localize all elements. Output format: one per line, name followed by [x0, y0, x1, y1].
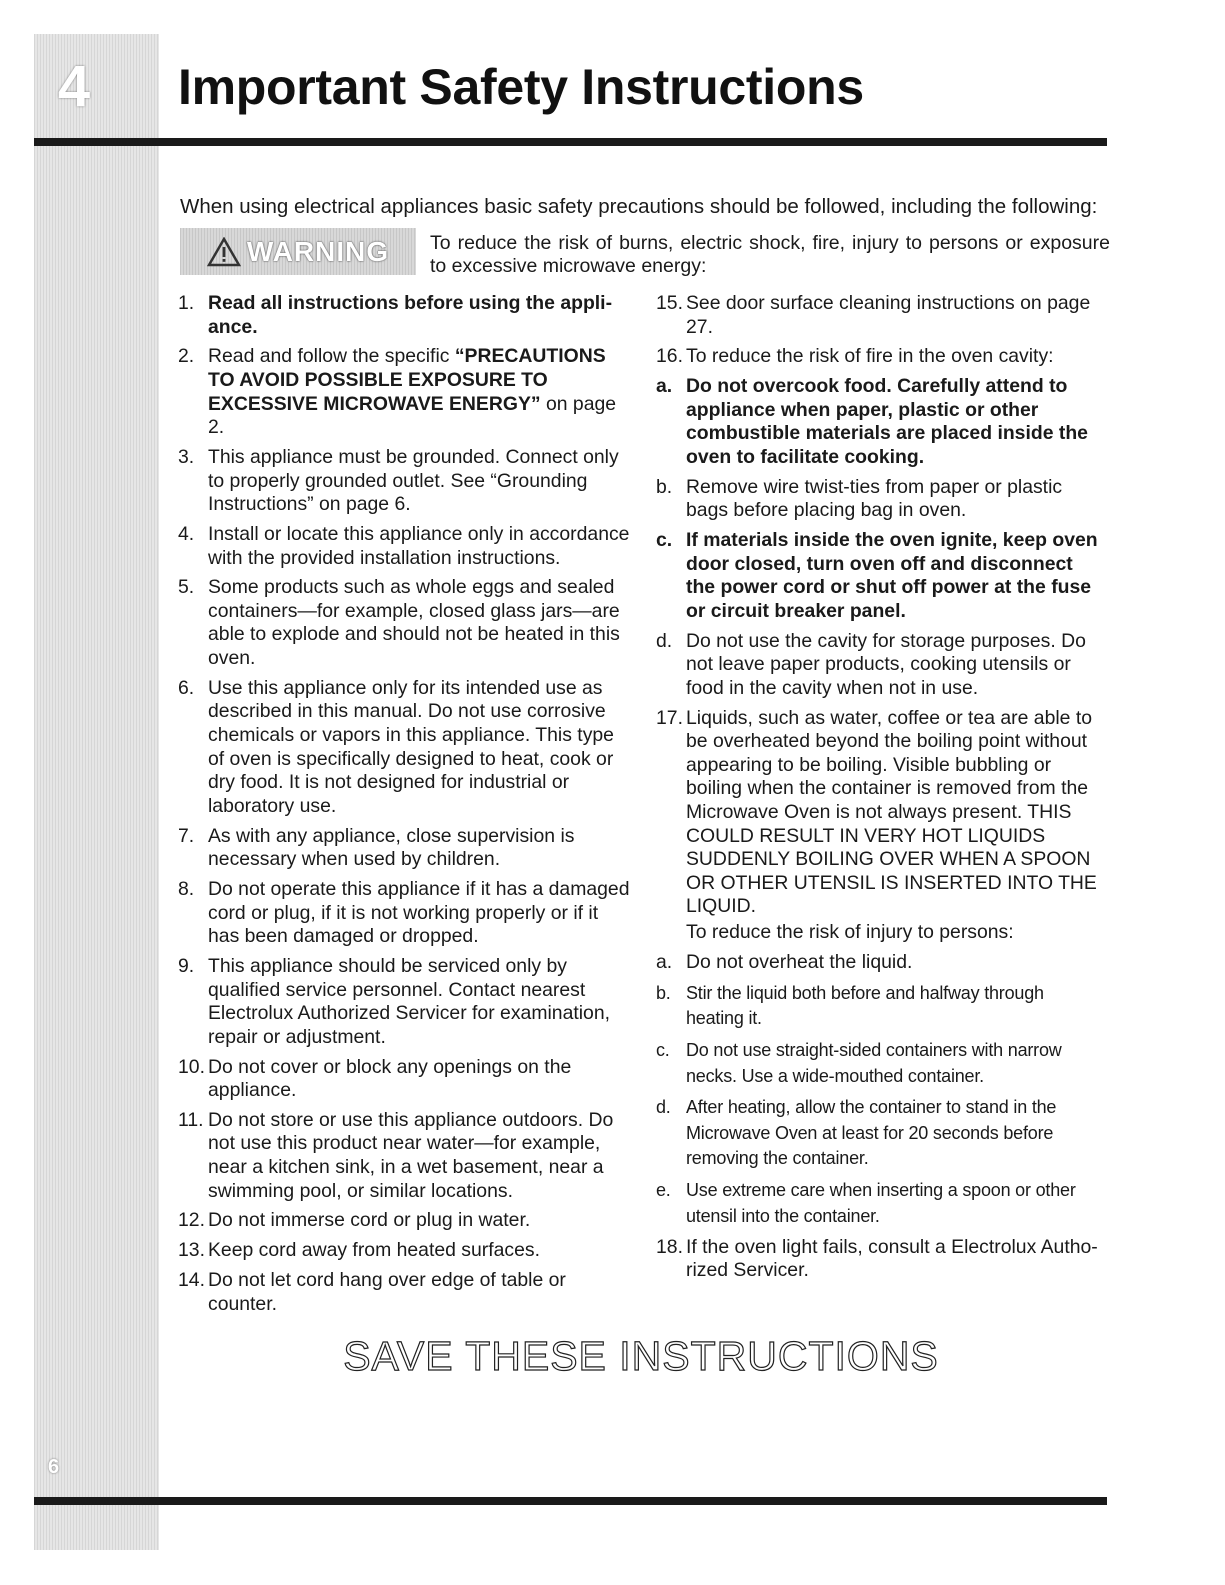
list-item — [176, 1239, 632, 1263]
page-title: Important Safety Instructions — [178, 59, 864, 115]
sub-item-letter: a. — [656, 375, 673, 398]
item-number: 1. — [178, 292, 195, 314]
item-text: Do not immerse cord or plug in water. — [208, 1209, 531, 1232]
chapter-number: 4 — [57, 54, 91, 119]
list-item — [176, 1269, 632, 1316]
bottom-rule — [34, 1497, 1107, 1505]
item-number: 14. — [178, 1269, 205, 1291]
item-number: 8. — [178, 877, 195, 900]
sub-item-letter: d. — [656, 629, 673, 652]
list-item — [654, 292, 1106, 339]
item-text: Read and follow the specific — [208, 345, 455, 368]
item-text: See door surface cleaning instructions on page 27. — [686, 292, 1091, 338]
sub-item — [654, 476, 1106, 523]
item-text: Do not let cord hang over edge of table or counter. — [208, 1269, 566, 1315]
sub-item — [654, 375, 1106, 469]
list-item — [176, 345, 632, 439]
sub-item-letter: d. — [656, 1097, 671, 1118]
sub-item-letter: b. — [656, 475, 673, 498]
list-item — [176, 878, 632, 949]
sub-item-text: Remove wire twist-ties from paper or plastic bags before placing bag in oven. — [686, 475, 1063, 522]
list-item — [176, 1056, 632, 1103]
item-text: Keep cord away from heated surfaces. — [208, 1239, 540, 1262]
item-text: Liquids, such as water, coffee or tea are able to be overheated beyond the boiling point without appearing to be boiling. Visible bubbling or boiling when the container is removed from the Microwave Oven is not always present. THIS COULD RESULT IN VERY HOT LIQUIDS SUDDENLY BOILING OVER WHEN A SPOON OR OTHER UTENSIL IS INSERTED INTO THE LIQUID. — [686, 706, 1097, 918]
item-number: 16. — [656, 345, 683, 368]
page-number: 6 — [48, 1456, 60, 1478]
sidebar-tab — [34, 34, 159, 1550]
warning-badge — [180, 228, 416, 275]
sub-item — [654, 529, 1106, 623]
sub-item-text: If materials inside the oven ignite, keep oven door closed, turn oven off and disconnect the power cord or shut off power at the fuse or circuit breaker panel. — [686, 529, 1098, 622]
item-text-bold: Read all instructions before using the appli- ance. — [208, 292, 613, 338]
item-text: Use this appliance only for its intended use as described in this manual. Do not use corrosive chemicals or vapors in this appliance. This type of oven is specifically designed to heat, cook or dry food. It is not designed for industrial or laboratory use. — [208, 676, 614, 817]
item-number: 6. — [178, 676, 195, 699]
sub-item-letter: c. — [656, 529, 673, 552]
item-text: Some products such as whole eggs and sealed containers—for example, closed glass jars—are able to explode and should not be heated in this oven. — [208, 576, 620, 670]
list-item — [176, 446, 632, 517]
item-text: To reduce the risk of fire in the oven cavity: — [686, 345, 1054, 368]
list-item — [176, 1109, 632, 1203]
sub-item — [654, 981, 1106, 1032]
sub-item-letter: b. — [656, 982, 671, 1003]
sub-item-text: Do not overheat the liquid. — [686, 950, 913, 973]
list-item — [176, 825, 632, 872]
top-rule — [34, 138, 1107, 146]
warning-triangle-icon — [207, 237, 241, 267]
list-item — [176, 576, 632, 670]
sub-item-letter: c. — [656, 1039, 670, 1060]
item-text: on page 2. — [208, 392, 617, 439]
item-number: 11. — [178, 1108, 204, 1131]
sub-item-text: Do not use straight-sided containers with narrow necks. Use a wide-mouthed container. — [686, 1039, 1062, 1086]
save-instructions-heading: SAVE THESE INSTRUCTIONS — [343, 1333, 939, 1379]
item-number: 17. — [656, 706, 683, 729]
item-number: 18. — [656, 1235, 683, 1258]
sub-item-text: Do not overcook food. Carefully attend to appliance when paper, plastic or other combustible materials are placed inside the oven to facilitate cooking. — [686, 375, 1088, 468]
list-item — [176, 677, 632, 819]
sub-item — [654, 951, 1106, 975]
item-number: 12. — [178, 1209, 205, 1232]
intro-paragraph: When using electrical appliances basic safety precautions should be followed, including the following: — [180, 195, 1098, 218]
sub-item — [654, 630, 1106, 701]
sub-item-text: Do not use the cavity for storage purposes. Do not leave paper products, cooking utensils or food in the cavity when not in use. — [686, 629, 1086, 699]
item-number: 10. — [178, 1055, 205, 1078]
sub-item-text: Stir the liquid both before and halfway through heating it. — [686, 982, 1044, 1029]
list-item — [176, 292, 632, 339]
item-number: 2. — [178, 345, 195, 368]
item-number: 9. — [178, 954, 195, 977]
item-text: This appliance should be serviced only by qualified service personnel. Contact nearest Electrolux Authorized Servicer for examination, repair or adjustment. — [208, 954, 611, 1048]
item-text: As with any appliance, close supervision is necessary when used by children. — [208, 824, 575, 871]
list-item — [654, 1236, 1106, 1283]
sub-item-text: Use extreme care when inserting a spoon or other utensil into the container. — [686, 1180, 1076, 1226]
left-column — [176, 292, 632, 1322]
sub-item-letter: e. — [656, 1180, 671, 1201]
item-number: 13. — [178, 1239, 205, 1262]
sub-item — [654, 1038, 1106, 1089]
item-number: 3. — [178, 445, 195, 468]
sub-item — [654, 1178, 1106, 1229]
item-text: Install or locate this appliance only in accordance with the provided installation instructions. — [208, 522, 630, 569]
sub-item-letter: a. — [656, 950, 673, 973]
item-text: Do not store or use this appliance outdoors. Do not use this product near water—for example, near a kitchen sink, in a wet basement, near a swimming pool, or similar locations. — [208, 1108, 614, 1202]
sub-item-text: After heating, allow the container to stand in the Microwave Oven at least for 20 seconds before removing the container. — [686, 1097, 1057, 1169]
warning-text: To reduce the risk of burns, electric shock, fire, injury to persons or exposure to excessive microwave energy: — [430, 232, 1110, 277]
list-item — [654, 707, 1106, 919]
item-number: 5. — [178, 576, 195, 599]
item-text: If the oven light fails, consult a Electrolux Autho- rized Servicer. — [686, 1235, 1098, 1282]
list-item — [176, 1209, 632, 1233]
list-item — [176, 955, 632, 1049]
sub-item — [654, 1095, 1106, 1172]
item-text: This appliance must be grounded. Connect only to properly grounded outlet. See “Grounding Instructions” on page 6. — [208, 445, 619, 516]
item-text-bold: “PRECAUTIONS TO AVOID POSSIBLE EXPOSURE TO EXCESSIVE MICROWAVE ENERGY” — [208, 345, 606, 415]
item-text: Do not cover or block any openings on the appliance. — [208, 1055, 572, 1102]
sub-list-intro: To reduce the risk of injury to persons: — [686, 920, 1014, 943]
item-number: 4. — [178, 522, 195, 545]
item-text: Do not operate this appliance if it has a damaged cord or plug, if it is not working properly or if it has been damaged or dropped. — [208, 877, 630, 948]
right-column — [654, 292, 1106, 1289]
warning-label: WARNING — [246, 235, 390, 267]
item-number: 7. — [178, 824, 195, 847]
list-item — [654, 345, 1106, 369]
list-item — [176, 523, 632, 570]
item-number: 15. — [656, 292, 683, 314]
